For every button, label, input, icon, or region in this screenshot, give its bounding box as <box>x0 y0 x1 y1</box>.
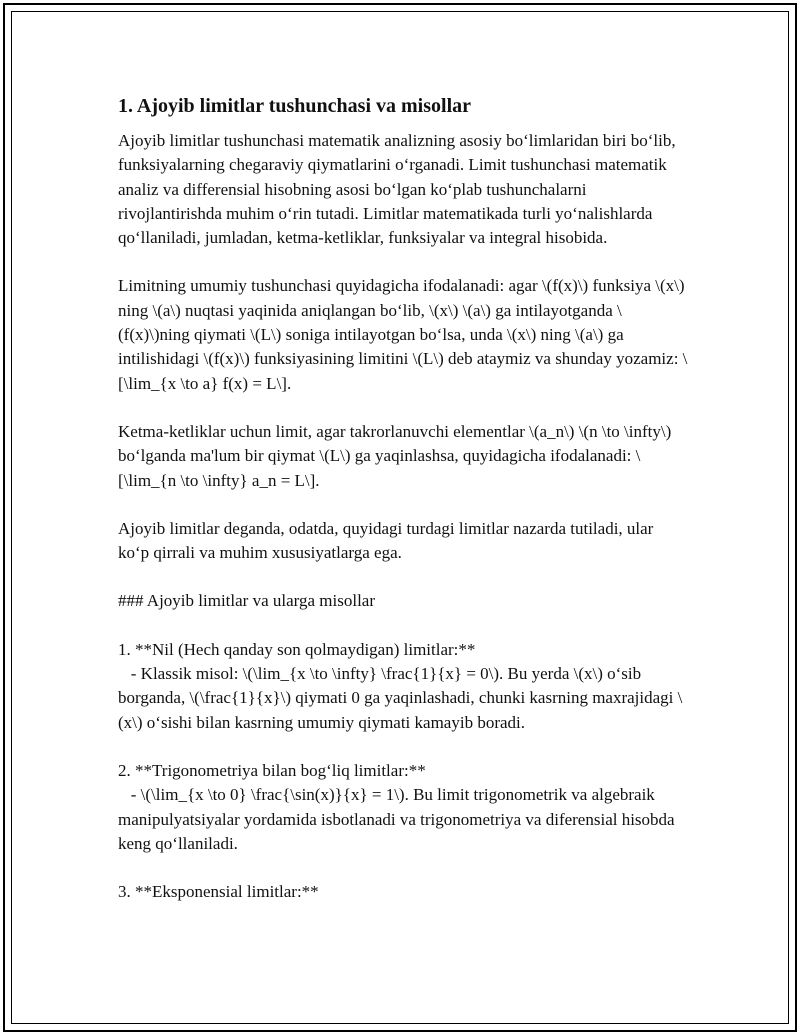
list-item-zero-limits <box>118 638 688 735</box>
limit-definition-paragraph: Limitning umumiy tushunchasi quyidagicha ifodalanadi: agar \(f(x)\) funksiya \(x\) ning \(a\) nuqtasi yaqinida aniqlangan bo‘lib, \(x\) \(a\) ga intilayotganda \(f(x)\)ning qiymati \(L\) soniga intilayotgan bo‘lsa, unda \(x\) ning \(a\) ga intilishidagi \(f(x)\) funksiyasining limitini \(L\) deb ataymiz va shunday yozamiz: \[\lim_{x \to a} f(x) = L\]. <box>118 276 689 393</box>
list-item-title: 2. **Trigonometriya bilan bog‘liq limitlar:** <box>118 760 426 780</box>
list-item-exp-limits <box>118 880 688 904</box>
list-item-title: 1. **Nil (Hech qanday son qolmaydigan) limitlar:** <box>118 639 476 659</box>
subheading-paragraph: ### Ajoyib limitlar va ularga misollar <box>118 591 376 611</box>
section-heading: 1. Ajoyib limitlar tushunchasi va misollar <box>118 95 472 117</box>
list-item-body: - \(\lim_{x \to 0} \frac{\sin(x)}{x} = 1\). Bu limit trigonometrik va algebraik manipulyatsiyalar yordamida isbotlanadi va trigonometriya va diferensial hisobda keng qo‘llaniladi. <box>118 785 679 853</box>
list-item-body: - Klassik misol: \(\lim_{x \to \infty} \frac{1}{x} = 0\). Bu yerda \(x\) o‘sib borganda, \(\frac{1}{x}\) qiymati 0 ga yaqinlashadi, chunki kasrning maxrajidagi \(x\) o‘sishi bilan kasrning umumiy qiymati kamayib boradi. <box>118 664 683 732</box>
list-item-title: 3. **Eksponensial limitlar:** <box>118 882 319 902</box>
sequence-limit-paragraph: Ketma-ketliklar uchun limit, agar takrorlanuvchi elementlar \(a_n\) \(n \to \infty\) bo‘lganda ma'lum bir qiymat \(L\) ga yaqinlashsa, quyidagicha ifodalanadi: \[\lim_{n \to \infty} a_n = L\]. <box>118 421 676 490</box>
document-body <box>118 94 688 928</box>
list-item-trig-limits <box>118 759 688 856</box>
remarkable-limits-paragraph: Ajoyib limitlar deganda, odatda, quyidagi turdagi limitlar nazarda tutiladi, ular ko‘p qirrali va muhim xususiyatlarga ega. <box>118 518 658 563</box>
intro-paragraph: Ajoyib limitlar tushunchasi matematik analizning asosiy bo‘limlaridan biri bo‘lib, funksiyalarning chegaraviy qiymatlarini o‘rganadi. Limit tushunchasi matematik analiz va differensial hisobning asosi bo‘lgan ko‘plab tushunchalarni rivojlantirishda muhim o‘rin tutadi. Limitlar matematikada turli yo‘nalishlarda qo‘llaniladi, jumladan, ketma-ketliklar, funksiyalar va integral hisobida. <box>118 131 680 248</box>
